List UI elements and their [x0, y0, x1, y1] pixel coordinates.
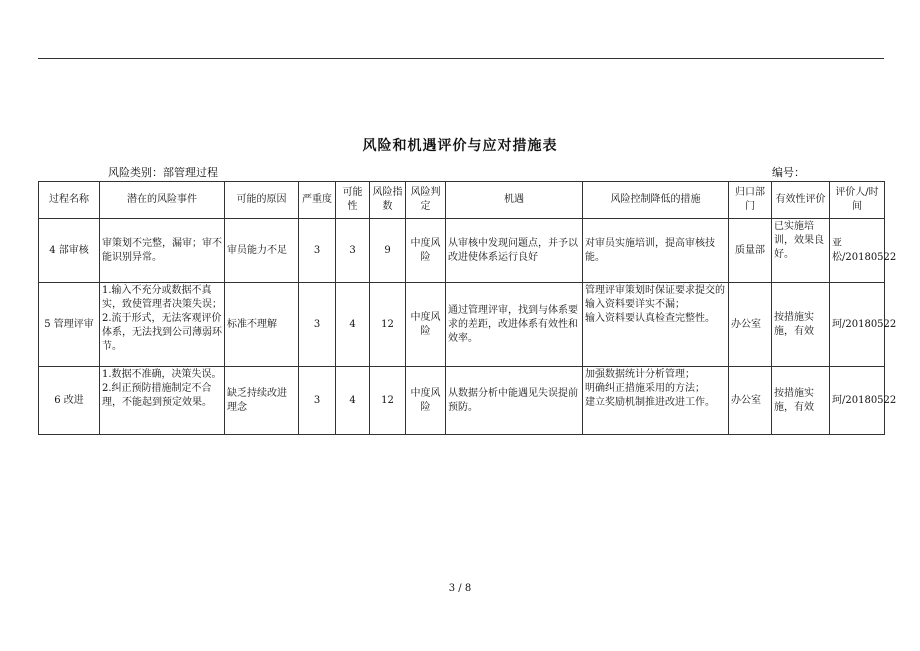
cell-cause: 审员能力不足: [225, 219, 299, 283]
cell-evaluator: 亚松/20180522: [830, 219, 885, 283]
measure-line: 明确纠正措施采用的方法；: [585, 383, 705, 394]
risk-category-label: 风险类别：部管理过程: [108, 166, 218, 179]
cell-severity: 3: [299, 367, 336, 435]
header-risk-judgement: 风险判定: [406, 182, 446, 219]
cell-measures: [583, 283, 729, 367]
header-process: 过程名称: [39, 182, 100, 219]
cell-department: 质量部: [729, 219, 772, 283]
cell-cause: 标准不理解: [225, 283, 299, 367]
header-risk-index: 风险指数: [370, 182, 406, 219]
cell-opportunity: 通过管理评审，找到与体系要求的差距，改进体系有效性和效率。: [446, 283, 583, 367]
cell-department: 办公室: [729, 283, 772, 367]
table-row: [39, 283, 885, 367]
measure-line: 输入资料要认真检查完整性。: [585, 313, 715, 324]
cell-evaluator: 珂/20180522: [830, 367, 885, 435]
cell-risk-judgement: 中度风险: [406, 283, 446, 367]
cell-effectiveness: 已实施培训，效果良好。: [772, 219, 830, 283]
cell-risk-event: 审策划不完整，漏审；审不能识别异常。: [100, 219, 225, 283]
cell-possibility: 3: [336, 219, 370, 283]
cell-measures: 对审员实施培训，提高审核技能。: [583, 219, 729, 283]
cell-process: 4 部审核: [39, 219, 100, 283]
cell-risk-event: 1.数据不准确，决策失误。2.纠正预防措施制定不合理，不能起到预定效果。: [100, 367, 225, 435]
cell-measures: [583, 367, 729, 435]
page-number: 3 / 8: [448, 583, 472, 594]
cell-risk-index: 12: [370, 367, 406, 435]
cell-process: 6 改进: [39, 367, 100, 435]
cell-opportunity: 从审核中发现问题点，并予以改进使体系运行良好: [446, 219, 583, 283]
measure-line: 加强数据统计分析管理；: [585, 369, 695, 380]
risk-evaluation-table: [38, 181, 897, 435]
cell-opportunity: 从数据分析中能遇见失误提前预防。: [446, 367, 583, 435]
cell-effectiveness: 按措施实施，有效: [772, 283, 830, 367]
header-measures: 风险控制降低的措施: [583, 182, 729, 219]
header-opportunity: 机遇: [446, 182, 583, 219]
cell-risk-judgement: 中度风险: [406, 219, 446, 283]
header-severity: 严重度: [299, 182, 336, 219]
header-cause: 可能的原因: [225, 182, 299, 219]
cell-evaluator: 珂/20180522: [830, 283, 885, 367]
cell-possibility: 4: [336, 367, 370, 435]
cell-risk-judgement: 中度风险: [406, 367, 446, 435]
table-row: [39, 367, 885, 435]
cell-cause: 缺乏持续改进理念: [225, 367, 299, 435]
header-risk-event: 潜在的风险事件: [100, 182, 225, 219]
table-header-row: [39, 182, 885, 219]
cell-possibility: 4: [336, 283, 370, 367]
document-number-label: 编号：: [772, 166, 805, 179]
cell-effectiveness: 按措施实施，有效: [772, 367, 830, 435]
header-evaluator: 评价人/时间: [830, 182, 885, 219]
measure-line: 建立奖励机制推进改进工作。: [585, 397, 715, 408]
document-title: 风险和机遇评价与应对措施表: [362, 138, 558, 154]
cell-risk-event: 1.输入不充分或数据不真实，致使管理者决策失误；2.流于形式，无法客观评价体系，无法找到公司薄弱环节。: [100, 283, 225, 367]
header-possibility: 可能性: [336, 182, 370, 219]
header-effectiveness: 有效性评价: [772, 182, 830, 219]
header-rule: [38, 58, 884, 59]
cell-department: 办公室: [729, 367, 772, 435]
measure-line: 管理评审策划时保证要求提交的输入资料要详实不漏；: [585, 285, 725, 310]
cell-risk-index: 12: [370, 283, 406, 367]
cell-severity: 3: [299, 283, 336, 367]
cell-process: 5 管理评审: [39, 283, 100, 367]
cell-risk-index: 9: [370, 219, 406, 283]
cell-severity: 3: [299, 219, 336, 283]
table-row: [39, 219, 885, 283]
header-department: 归口部门: [729, 182, 772, 219]
